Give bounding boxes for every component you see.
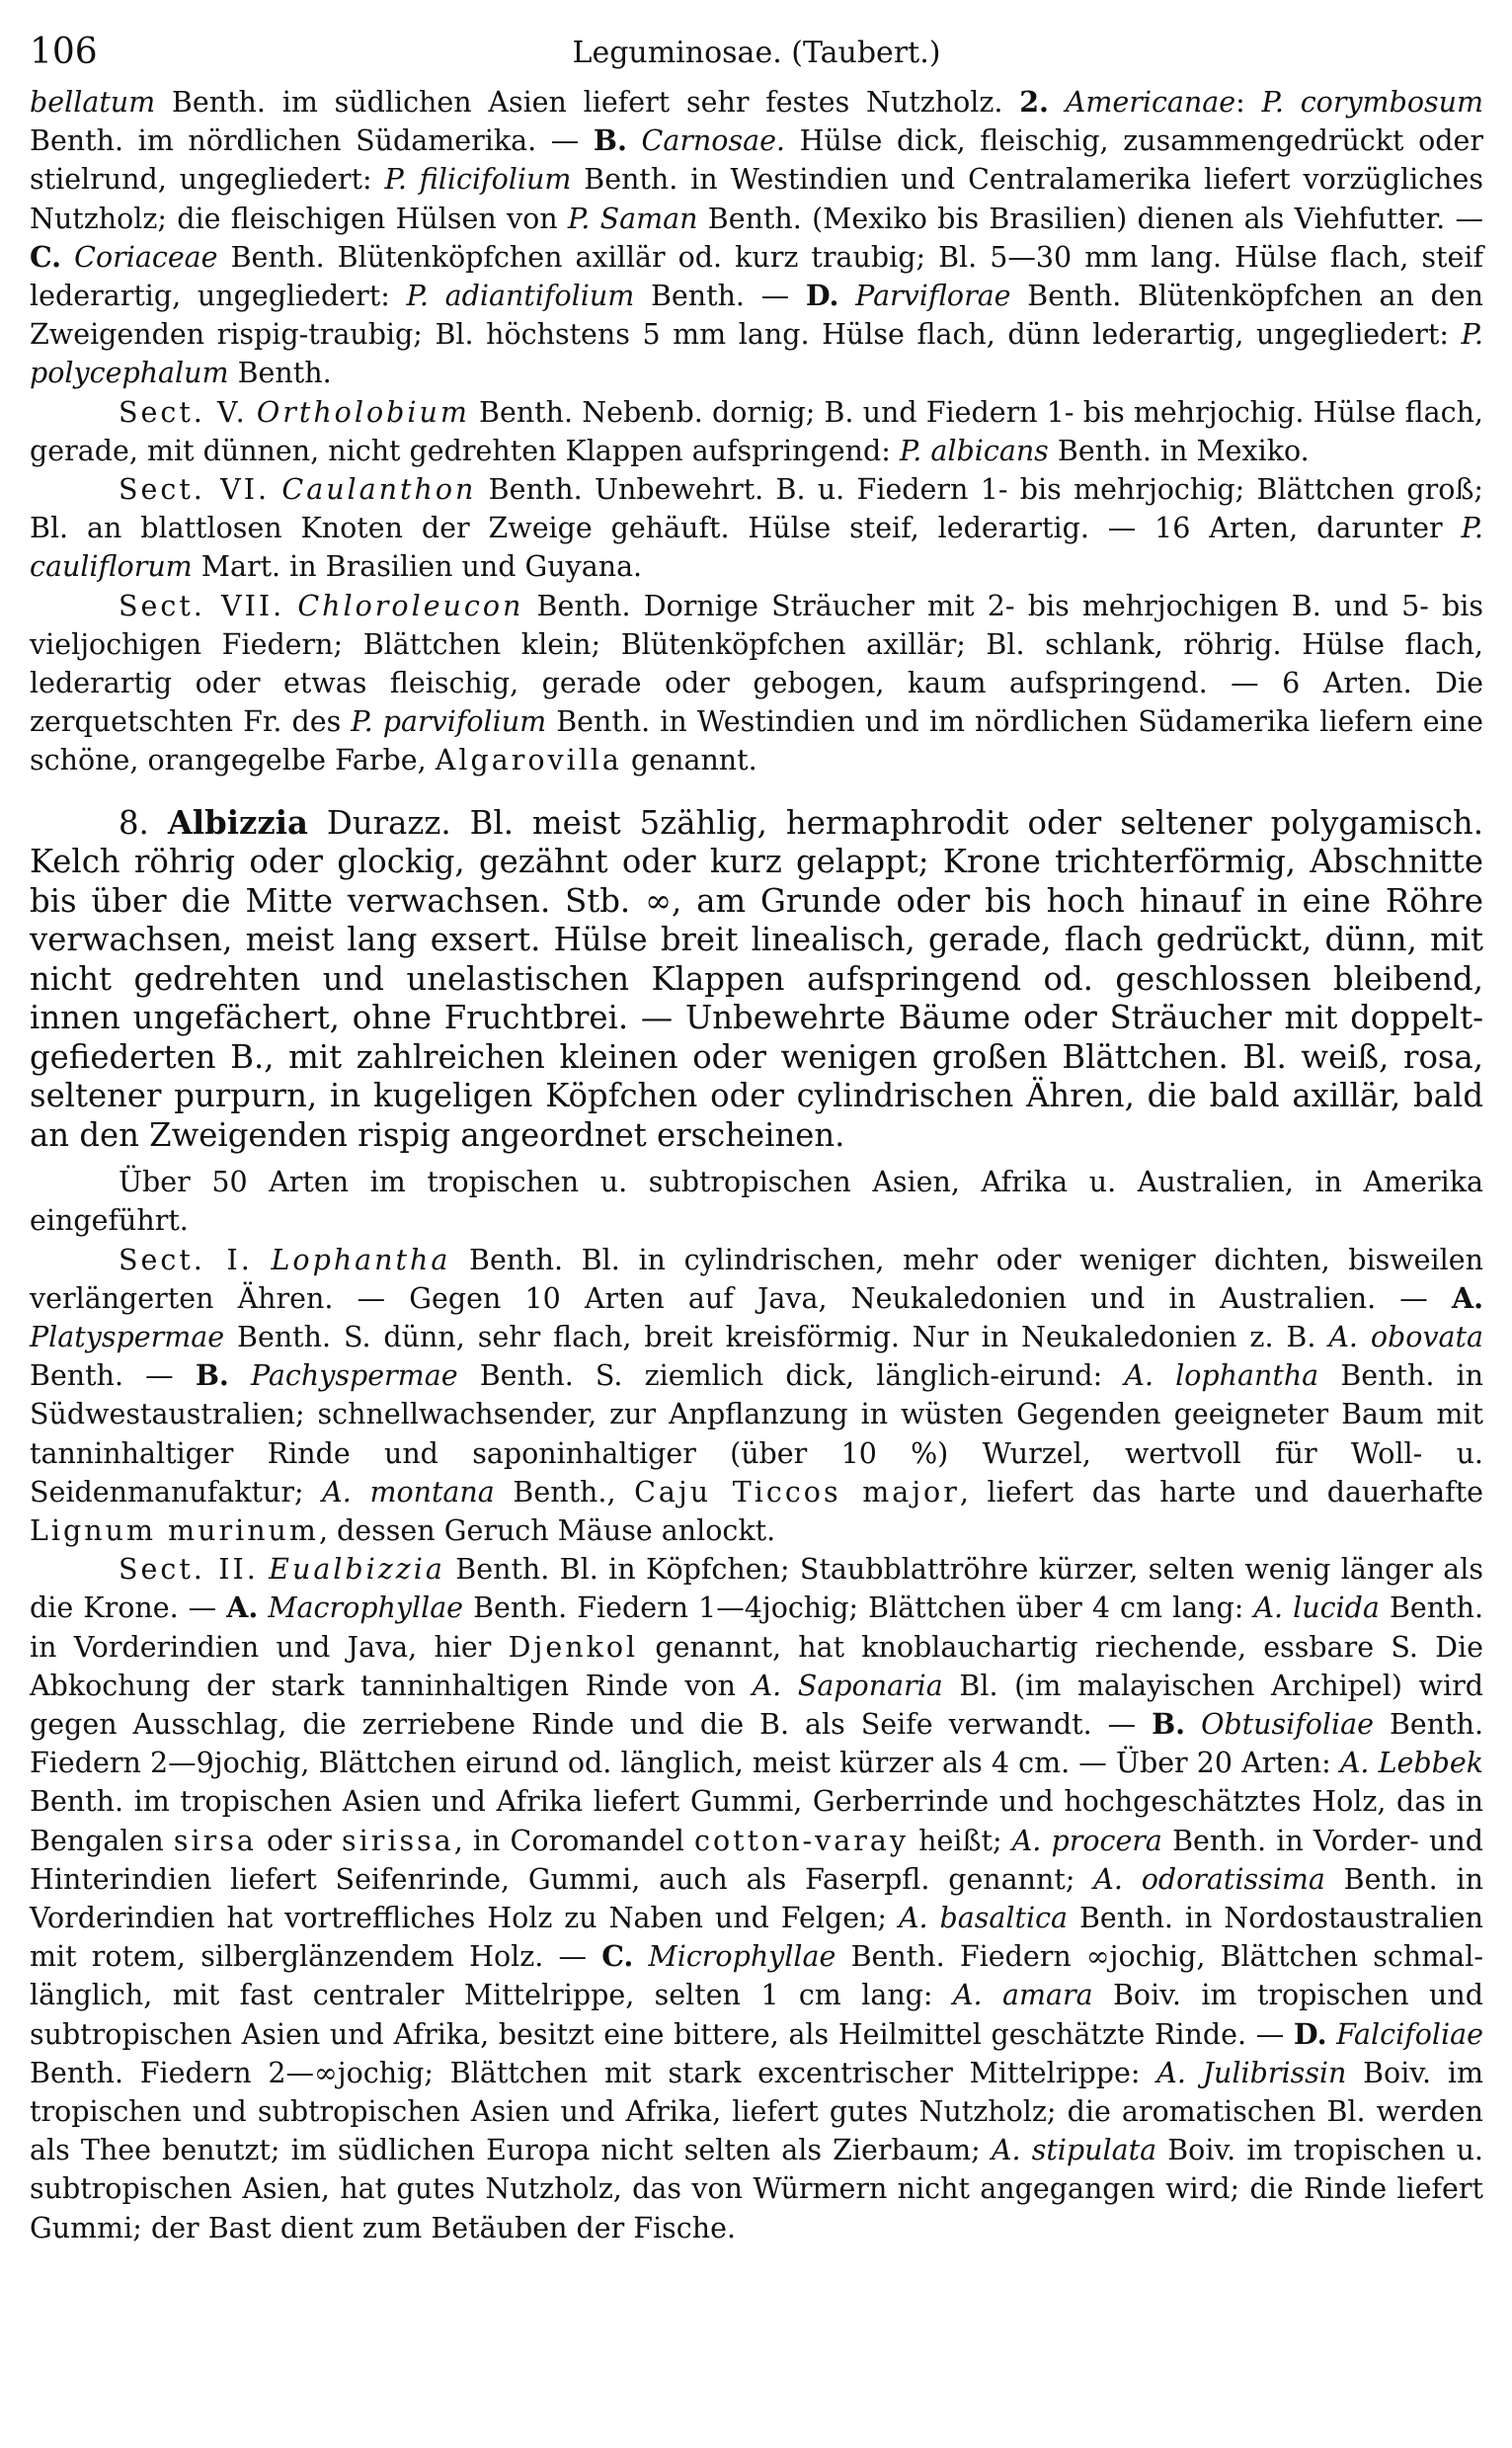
span-p8-21: oder (256, 1824, 343, 1857)
span-p8-9: Benth. in Vorderindien und Java, hier (30, 1591, 1484, 1664)
span-p8-29: Benth. in Vorderindien hat vortreffliches Holz zu Naben und Felgen; (30, 1862, 1483, 1935)
span-p2-0: Sect. V. (119, 395, 248, 429)
page-number: 106 (30, 32, 98, 72)
paragraph-p3 (30, 470, 1483, 587)
span-p8-18: A. Lebbek (1339, 1747, 1483, 1780)
span-p3-0: Sect. VI. (119, 473, 271, 507)
running-title: Leguminosae. (Taubert.) (572, 36, 941, 70)
span-p7-12: Pachyspermae (251, 1359, 458, 1393)
span-p2-5: Benth. in Mexiko. (1048, 434, 1310, 467)
span-p1-23 (838, 280, 855, 312)
lower-section (30, 1163, 1483, 2247)
span-p8-45: Boiv. im tropischen u. subtropischen Asien, hat gutes Nutzholz, das von Würmern nicht angegangen wird; die Rinde liefert Gummi; der Bast dient zum Betäuben der Fische. (30, 2134, 1483, 2244)
span-p8-11: genannt, hat knoblauchartig riechende, essbare S. Die Abkochung der stark tanninhaltigen Rinde von (30, 1630, 1483, 1702)
span-p8-43: Boiv. im tropischen und subtropischen Asien und Afrika, liefert gutes Nutzholz; die aromatischen Bl. werden als Thee benutzt; im südlichen Europa nicht selten als Zierbaum; (30, 2056, 1483, 2167)
upper-section (30, 83, 1483, 780)
span-p8-7: Benth. Fiedern 1—4jochig; Blättchen über 4 cm lang: (463, 1591, 1254, 1625)
span-p8-25: heißt; (909, 1824, 1012, 1857)
span-p7-9: Benth. — (30, 1359, 196, 1393)
span-p4-0: Sect. VII. (119, 589, 285, 622)
span-p8-34: Microphyllae (648, 1940, 836, 1974)
span-p8-37: Boiv. im tropischen und subtropischen Asien und Afrika, besitzt eine bittere, als Heilmittel geschätzte Rinde. — (30, 1979, 1483, 2051)
span-p7-7: Benth. S. dünn, sehr flach, breit kreisförmig. Nur in Neukaledonien z. B. (224, 1320, 1329, 1353)
span-p1-24: Parviflorae (855, 280, 1011, 313)
span-p8-26: A. procera (1011, 1824, 1162, 1857)
span-p8-22: sirissa (342, 1824, 454, 1857)
span-p6-0: Über 50 Arten im tropischen u. subtropischen Asien, Afrika u. Australien, in Amerika eingeführt. (30, 1166, 1483, 1238)
span-p8-3: Benth. Bl. in Köpfchen; Staubblattröhre kürzer, selten wenig länger als die Krone. — (30, 1553, 1484, 1625)
span-p7-14: A. lophantha (1124, 1359, 1319, 1393)
span-p8-38: D. (1293, 2016, 1327, 2051)
span-p8-2: Eualbizzia (269, 1553, 445, 1587)
paragraph-p1 (30, 83, 1483, 393)
span-p1-6: P. corymbosum (1261, 86, 1483, 119)
span-p8-32: C. (601, 1939, 634, 1974)
span-p8-19: Benth. im tropischen Asien und Afrika liefert Gummi, Gerberrinde und hochgeschätztes Holz, das in Bengalen (30, 1785, 1483, 1857)
span-p8-39 (1327, 2018, 1337, 2051)
span-p7-19: , liefert das harte und dauerhafte (959, 1475, 1484, 1509)
span-p1-4: Americanae (1065, 86, 1236, 119)
genus-section (30, 804, 1483, 1156)
span-p7-13: Benth. S. ziemlich dick, länglich-eirund: (457, 1359, 1125, 1393)
span-p2-4: P. albicans (899, 434, 1049, 467)
span-p4-7: genannt. (621, 744, 757, 777)
span-p1-1: Benth. im südlichen Asien liefert sehr festes Nutzholz. (155, 86, 1020, 119)
span-p1-17 (61, 241, 74, 274)
span-p1-22: D. (805, 279, 839, 313)
span-p8-14: B. (1152, 1707, 1186, 1741)
span-p7-16: A. montana (322, 1475, 495, 1509)
span-p1-8: B. (593, 123, 627, 158)
span-p8-0: Sect. II. (119, 1553, 259, 1587)
span-p2-1 (248, 396, 257, 429)
paragraph-p5 (30, 804, 1483, 1156)
span-p1-3 (1049, 86, 1066, 119)
span-p1-26: P. polycephalum (30, 318, 1483, 390)
span-p3-2: Caulanthon (281, 473, 477, 507)
span-p8-1 (259, 1553, 269, 1586)
span-p8-36: A. amara (952, 1979, 1093, 2012)
span-p3-4: P. cauliflorum (30, 512, 1483, 584)
span-p8-4: A. (226, 1591, 259, 1625)
span-p7-1 (253, 1244, 272, 1276)
span-p7-6: Platyspermae (30, 1320, 225, 1353)
span-p3-5: Mart. in Brasilien und Guyana. (192, 550, 643, 584)
span-p4-1 (284, 590, 297, 622)
span-p8-23: , in Coromandel (453, 1824, 695, 1857)
span-p4-4: P. parvifolium (351, 705, 547, 739)
span-p8-44: A. stipulata (991, 2134, 1157, 2167)
span-p8-24: cotton-varay (694, 1824, 909, 1857)
span-p8-41: Benth. Fiedern 2—∞jochig; Blättchen mit stark excentrischer Mittelrippe: (30, 2056, 1157, 2089)
span-p7-0: Sect. I. (119, 1243, 253, 1276)
span-p1-5: : (1235, 86, 1262, 119)
span-p8-31: Benth. in Nordostaustralien mit rotem, silberglänzendem Holz. — (30, 1902, 1483, 1974)
span-p7-10: B. (195, 1358, 229, 1393)
span-p3-3: Benth. Unbewehrt. B. u. Fiedern 1- bis mehrjochig; Blättchen groß; Bl. an blattlosen Knoten der Zweige gehäuft. Hülse steif, lederartig. — 16 Arten, darunter (30, 473, 1483, 545)
span-p4-3: Benth. Dornige Sträucher mit 2- bis mehrjochigen B. und 5- bis vieljochigen Fiedern; Blättchen klein; Blütenköpfchen axillär; Bl. schlank, röhrig. Hülse flach, lederartig oder etwas fleischig, gerade oder gebogen, kaum aufspringend. — 6 Arten. Die zerquetschten Fr. des (30, 589, 1483, 739)
document-page (30, 24, 1483, 2247)
span-p1-12: P. filicifolium (384, 163, 572, 197)
span-p7-15: Benth. in Südwestaustralien; schnellwachsender, zur Anpflanzung in wüsten Gegenden geeigneter Baum mit tanninhaltiger Rinde und saponinhaltiger (über 10 %) Wurzel, wertvoll für Woll- u. Seidenmanufaktur; (30, 1359, 1483, 1509)
span-p1-9 (627, 124, 642, 157)
span-p8-27: Benth. in Vorder- und Hinterindien liefert Seifenrinde, Gummi, auch als Faserpfl. genannt; (30, 1824, 1484, 1896)
span-p5-1: Albizzia (167, 803, 308, 842)
span-p7-20: Lignum murinum (30, 1513, 319, 1547)
paragraph-p8 (30, 1550, 1483, 2247)
page-header (30, 24, 1483, 83)
span-p7-21: , dessen Geruch Mäuse anlockt. (318, 1513, 776, 1547)
span-p2-3: Benth. Nebenb. dornig; B. und Fiedern 1- bis mehrjochig. Hülse flach, gerade, mit dünnen, nicht gedrehten Klappen aufspringend: (30, 395, 1483, 467)
span-p4-2: Chloroleucon (297, 589, 524, 622)
span-p8-30: A. basaltica (898, 1902, 1069, 1935)
span-p8-15 (1185, 1708, 1201, 1741)
span-p8-16: Obtusifoliae (1201, 1708, 1375, 1741)
span-p1-14: P. Saman (567, 202, 698, 235)
span-p1-27: Benth. (228, 357, 332, 390)
paragraph-p4 (30, 587, 1483, 780)
span-p8-17: Benth. Fiedern 2—9jochig, Blättchen eirund od. länglich, meist kürzer als 4 cm. — Über 20 Arten: (30, 1708, 1484, 1780)
span-p4-6: Algarovilla (435, 744, 622, 777)
span-p7-8: A. obovata (1328, 1320, 1483, 1353)
span-p7-3: Benth. Bl. in cylindrischen, mehr oder weniger dichten, bisweilen verlängerten Ähren. — Gegen 10 Arten auf Java, Neukaledonien und in Australien. — (30, 1243, 1484, 1315)
span-p1-25: Benth. Blütenköpfchen an den Zweigenden rispig-traubig; Bl. höchstens 5 mm lang. Hülse flach, dünn lederartig, ungegliedert: (30, 280, 1483, 352)
span-p8-13: Bl. (im malayischen Archipel) wird gegen Ausschlag, die zerriebene Rinde und die B. als Seife verwandt. — (30, 1669, 1483, 1741)
paragraph-p7 (30, 1241, 1483, 1551)
span-p1-7: Benth. im nördlichen Südamerika. — (30, 124, 594, 158)
span-p5-0: 8. (119, 803, 168, 842)
span-p7-18: Caju Ticcos major (634, 1475, 960, 1509)
span-p8-6: Macrophyllae (268, 1591, 464, 1625)
span-p8-40: Falcifoliae (1336, 2017, 1483, 2051)
span-p8-33 (633, 1940, 648, 1973)
span-p8-5 (258, 1591, 268, 1624)
span-p1-13: Benth. in Westindien und Centralamerika liefert vorzügliches Nutzholz; die fleischigen Hülsen von (30, 163, 1483, 235)
span-p8-35: Benth. Fiedern ∞jochig, Blättchen schmal-länglich, mit fast centraler Mittelrippe, selten 1 cm lang: (30, 1940, 1484, 2012)
span-p8-42: A. Julibrissin (1156, 2056, 1347, 2089)
span-p8-28: A. odoratissima (1093, 1862, 1325, 1896)
span-p7-4: A. (1451, 1280, 1483, 1315)
span-p1-10: Carnosae. (641, 124, 785, 158)
span-p5-2: Durazz. Bl. meist 5zählig, hermaphrodit oder seltener polygamisch. Kelch röhrig oder glockig, gezähnt oder kurz gelappt; Krone trichterförmig, Abschnitte bis über die Mitte verwachsen. Stb. ∞, am Grunde oder bis hoch hinauf in eine Röhre verwachsen, meist lang exsert. Hülse breit linealisch, gerade, flach gedrückt, dünn, mit nicht gedrehten und unelastischen Klappen aufspringend od. geschlossen bleibend, innen ungefächert, ohne Fruchtbrei. — Unbewehrte Bäume oder Sträucher mit doppelt-gefiederten B., mit zahlreichen kleinen oder wenigen großen Blättchen. Bl. weiß, rosa, seltener purpurn, in kugeligen Köpfchen oder cylindrischen Ähren, die bald axillär, bald an den Zweigenden rispig angeordnet erscheinen. (30, 803, 1483, 1154)
span-p8-12: A. Saponaria (752, 1669, 943, 1702)
span-p7-17: Benth., (494, 1475, 635, 1509)
span-p3-1 (270, 473, 281, 506)
span-p7-11 (229, 1359, 251, 1392)
span-p1-18: Coriaceae (74, 240, 218, 274)
span-p2-2: Ortholobium (256, 395, 470, 429)
span-p1-19: Benth. Blütenköpfchen axillär od. kurz traubig; Bl. 5—30 mm lang. Hülse flach, steif lederartig, ungegliedert: (30, 240, 1483, 313)
paragraph-p6 (30, 1163, 1483, 1240)
span-p1-16: C. (30, 239, 62, 274)
span-p1-15: Benth. (Mexiko bis Brasilien) dienen als Viehfutter. — (697, 202, 1483, 235)
span-p1-21: Benth. — (634, 280, 806, 313)
span-p1-2: 2. (1019, 85, 1049, 119)
span-p4-5: Benth. in Westindien und im nördlichen Südamerika liefern eine schöne, orangegelbe Farbe, (30, 705, 1483, 777)
span-p1-0: bellatum (30, 86, 156, 119)
paragraph-p2 (30, 393, 1483, 470)
span-p8-20: sirsa (173, 1824, 257, 1857)
span-p8-8: A. lucida (1253, 1591, 1380, 1625)
span-p7-2: Lophantha (271, 1243, 451, 1276)
span-p1-11: Hülse dick, fleischig, zusammengedrückt oder stielrund, ungegliedert: (30, 124, 1483, 197)
span-p8-10: Djenkol (508, 1630, 639, 1664)
span-p1-20: P. adiantifolium (406, 280, 635, 313)
